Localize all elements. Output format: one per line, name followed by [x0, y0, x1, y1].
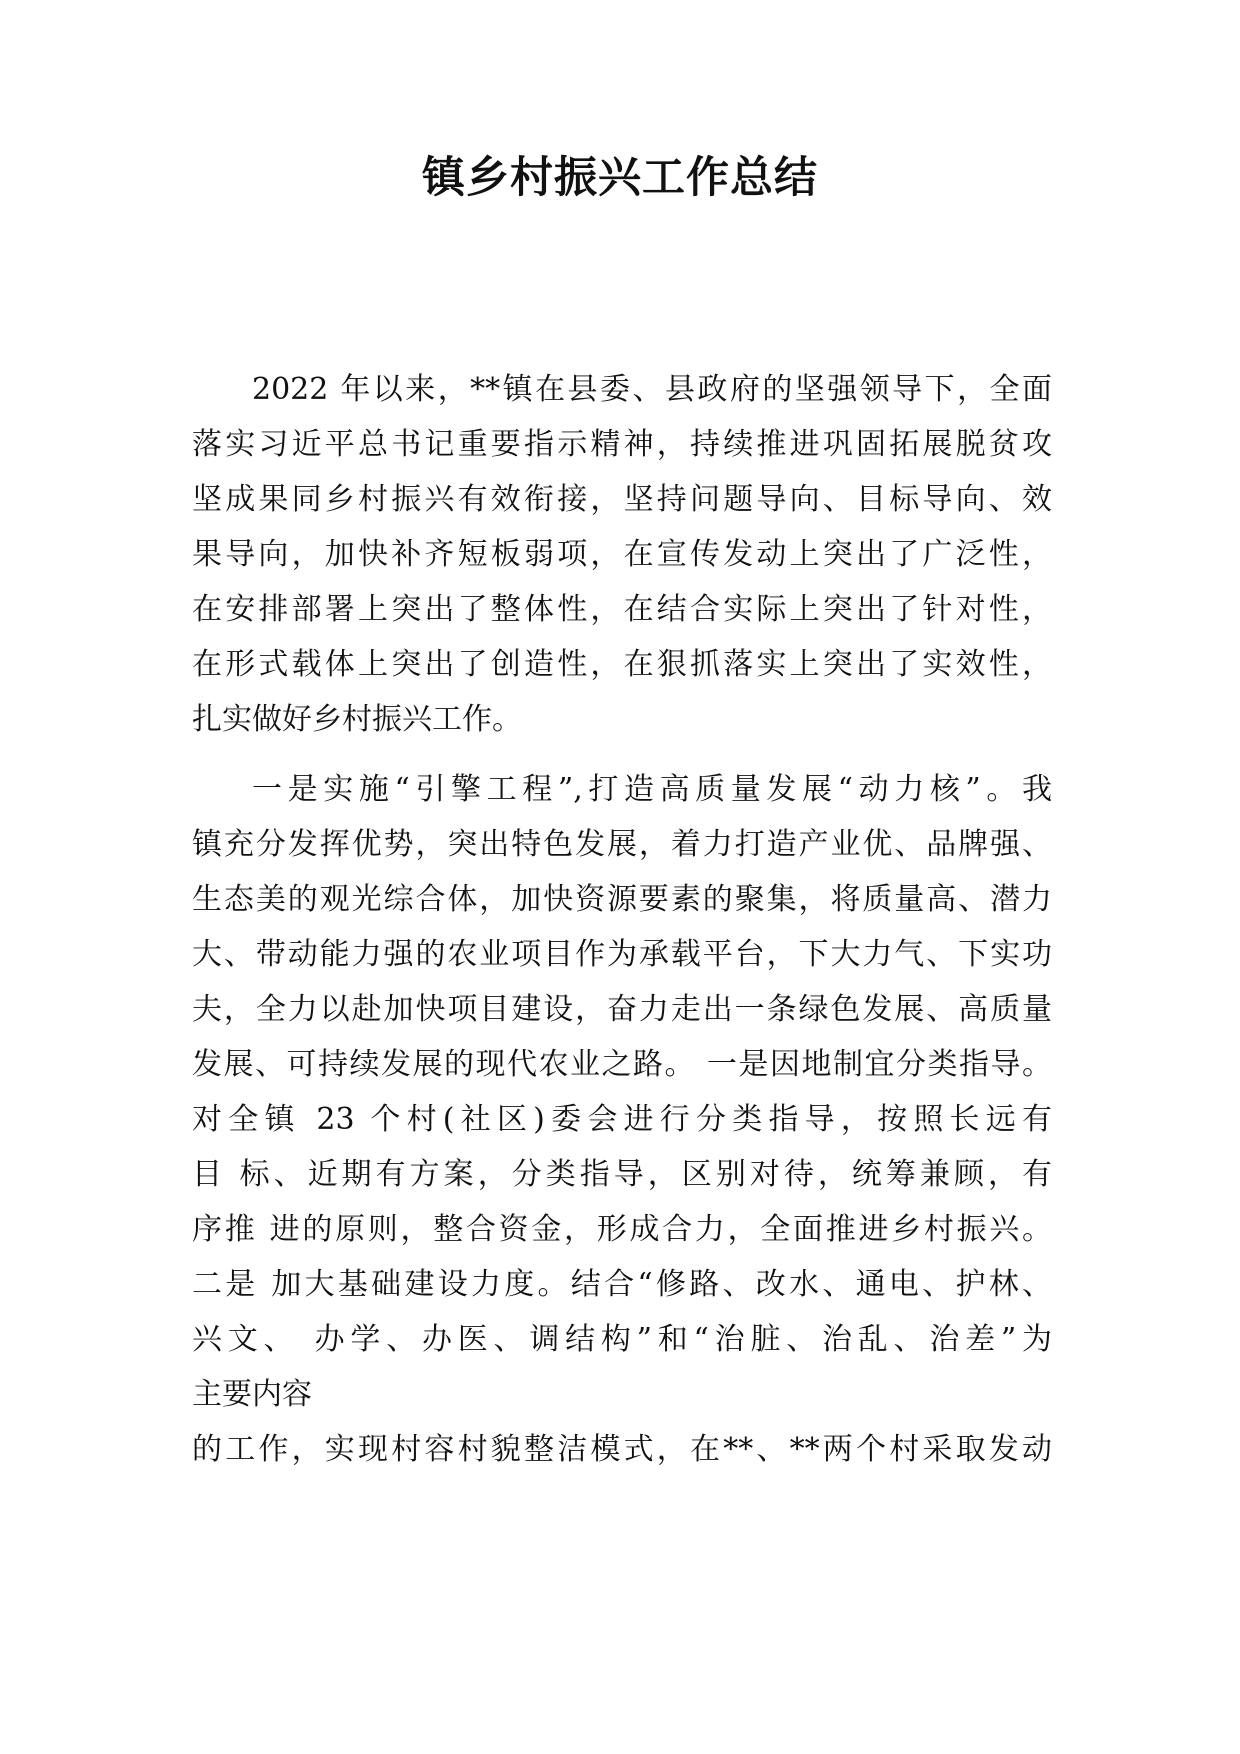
paragraph-line: 果导向，加快补齐短板弱项，在宣传发动上突出了广泛性，: [192, 537, 1052, 572]
paragraph-line: 大、带动能力强的农业项目作为承载平台，下大力气、下实功: [192, 937, 1052, 972]
paragraph-line: 2022 年以来，**镇在县委、县政府的坚强领导下，全面: [252, 372, 1052, 407]
paragraph-line: 扎实做好乡村振兴工作。: [192, 702, 522, 737]
paragraph-line: 夫，全力以赴加快项目建设，奋力走出一条绿色发展、高质量: [192, 992, 1052, 1027]
paragraph-line: 二是 加大基础建设力度。结合“修路、改水、通电、护林、: [192, 1267, 1052, 1302]
paragraph-line: 主要内容: [192, 1377, 312, 1412]
paragraph-line: 序推 进的原则，整合资金，形成合力，全面推进乡村振兴。: [192, 1212, 1052, 1247]
paragraph-line: 兴文、 办学、办医、调结构”和“治脏、治乱、治差”为: [192, 1322, 1052, 1357]
paragraph-line: 在形式载体上突出了创造性，在狠抓落实上突出了实效性，: [192, 647, 1052, 682]
paragraph-line: 在安排部署上突出了整体性，在结合实际上突出了针对性，: [192, 592, 1052, 627]
paragraph-line: 发展、可持续发展的现代农业之路。 一是因地制宜分类指导。: [192, 1047, 1052, 1082]
paragraph-line: 一是实施“引擎工程”,打造高质量发展“动力核”。我: [252, 772, 1052, 807]
paragraph-line: 的工作，实现村容村貌整洁模式，在**、**两个村采取发动: [192, 1432, 1052, 1467]
paragraph-line: 目 标、近期有方案，分类指导，区别对待，统筹兼顾，有: [192, 1157, 1052, 1192]
document-title: 镇乡村振兴工作总结: [422, 153, 818, 203]
paragraph-line: 生态美的观光综合体，加快资源要素的聚集，将质量高、潜力: [192, 882, 1052, 917]
paragraph-line: 落实习近平总书记重要指示精神，持续推进巩固拓展脱贫攻: [192, 427, 1052, 462]
paragraph-line: 镇充分发挥优势，突出特色发展，着力打造产业优、品牌强、: [192, 827, 1052, 862]
paragraph-line: 对全镇 23 个村(社区)委会进行分类指导，按照长远有: [192, 1102, 1052, 1137]
paragraph-line: 坚成果同乡村振兴有效衔接，坚持问题导向、目标导向、效: [192, 482, 1052, 517]
